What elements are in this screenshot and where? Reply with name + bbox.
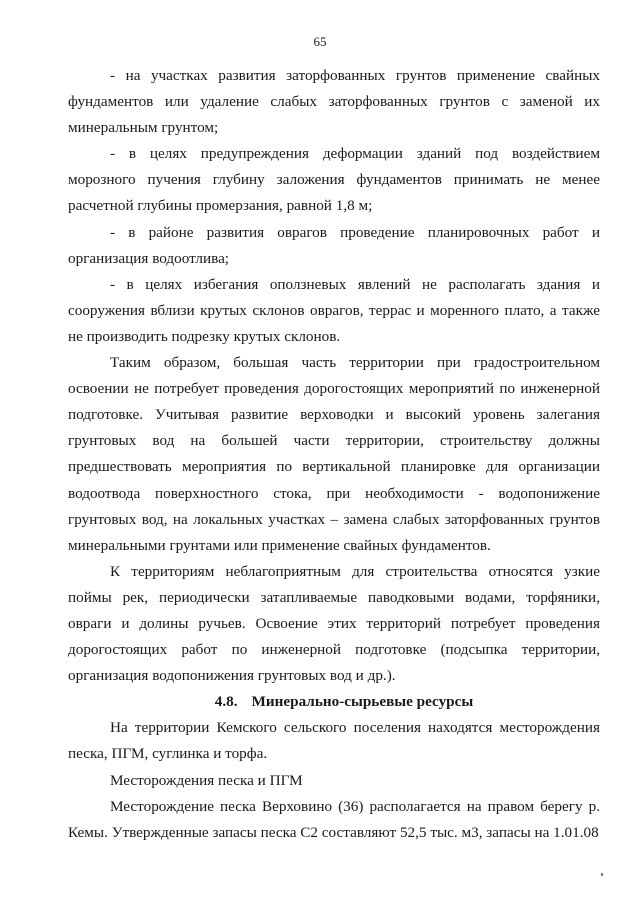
paragraph-ravines: - в районе развития оврагов проведение планировочных работ и организация водоотлива; bbox=[68, 223, 600, 267]
paragraph-verkhovino-deposit: Месторождение песка Верховино (36) располагается на правом берегу р. Кемы. Утвержденные запасы песка С2 составляют 52,5 тыс. м3, запасы на 1.01.08 bbox=[68, 797, 600, 841]
paragraph-sand-pgm-heading: Месторождения песка и ПГМ bbox=[110, 771, 303, 789]
section-title: Минерально-сырьевые ресурсы bbox=[251, 693, 474, 711]
paragraph-landslides: - в целях избегания оползневых явлений не располагать здания и сооружения вблизи крутых склонов оврагов, террас и моренного плато, а также не производить подрезку крутых склонов. bbox=[68, 275, 600, 345]
section-heading bbox=[68, 689, 600, 715]
section-number: 4.8. bbox=[214, 693, 238, 711]
page-number: 65 bbox=[313, 34, 327, 49]
paragraph-unfavorable-areas: К территориям неблагоприятным для строительства относятся узкие поймы рек, периодически затапливаемые паводковыми водами, торфяники, овраги и долины ручьев. Освоение этих территорий потребует проведения дорогостоящих работ по инженерной подготовке (подсыпка территории, организация водопонижения грунтовых вод и др.). bbox=[68, 562, 600, 685]
scan-speck bbox=[601, 873, 603, 876]
paragraph-frost-heave: - в целях предупреждения деформации зданий под воздействием морозного пучения глубину заложения фундаментов принимать не менее расчетной глубины промерзания, равной 1,8 м; bbox=[68, 145, 600, 215]
paragraph-peat-foundations: - на участках развития заторфованных грунтов применение свайных фундаментов или удаление слабых заторфованных грунтов с заменой их минеральным грунтом; bbox=[68, 67, 600, 137]
paragraph-deposits-intro: На территории Кемского сельского поселения находятся месторождения песка, ПГМ, суглинка и торфа. bbox=[68, 719, 600, 763]
paragraph-conclusion: Таким образом, большая часть территории при градостроительном освоении не потребует проведения дорогостоящих мероприятий по инженерной подготовке. Учитывая развитие верховодки и высокий уровень залегания грунтовых вод на большей части территории, строительству должны предшествовать мероприятия по вертикальной планировке для организации водоотвода поверхностного стока, при необходимости - водопонижение грунтовых вод, на локальных участках – замена слабых заторфованных грунтов минеральными грунтами или применение свайных фундаментов. bbox=[68, 354, 600, 554]
document-body bbox=[68, 63, 600, 846]
